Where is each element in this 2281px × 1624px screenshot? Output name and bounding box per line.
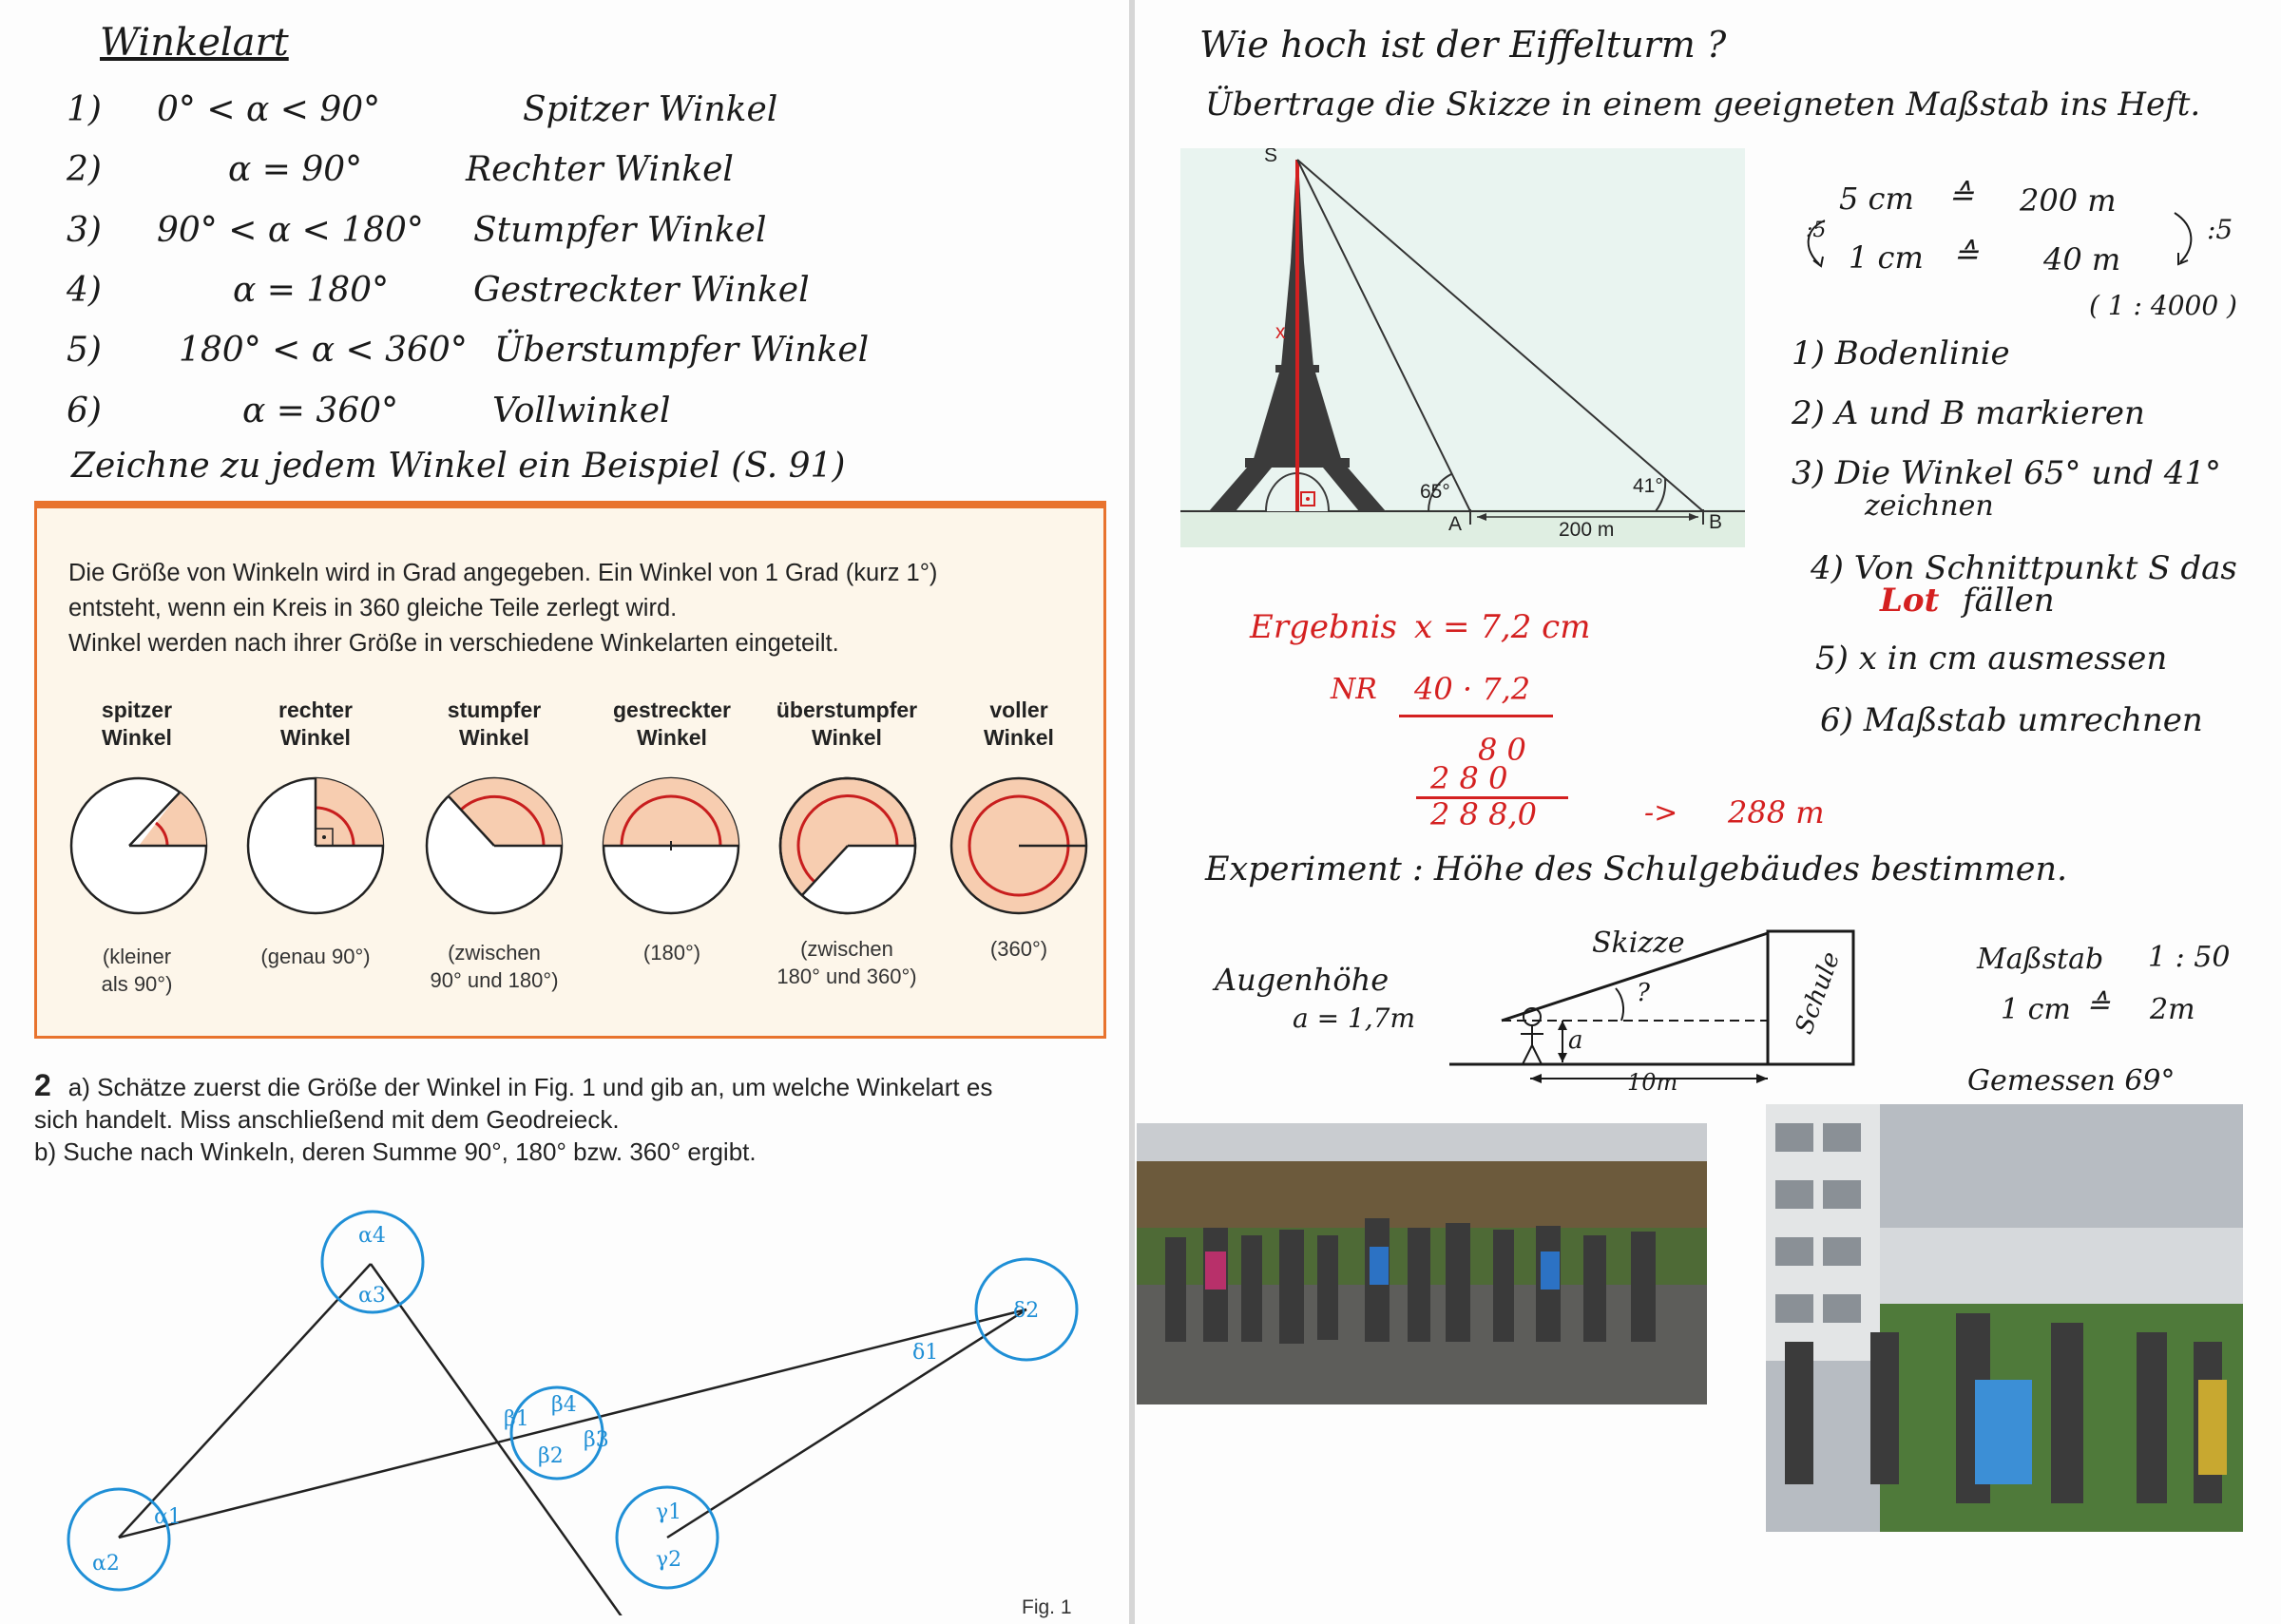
kind-label-line: gestreckter: [612, 697, 732, 722]
row-name: Stumpfer Winkel: [473, 211, 767, 250]
info-box-text: [68, 556, 1095, 661]
exercise-2: [34, 1069, 1127, 1168]
result-arrow: ->: [1644, 796, 1678, 830]
row-name: Rechter Winkel: [466, 150, 734, 189]
kind-label-full: [924, 697, 1114, 752]
photo-students-outdoor: [1137, 1123, 1707, 1404]
label-41: 41°: [1633, 475, 1663, 497]
step-4-cont: fällen: [1963, 582, 2055, 620]
eye-height-label: Augenhöhe: [1215, 962, 1390, 998]
label-65: 65°: [1420, 481, 1450, 503]
kind-desc-line: (kleiner: [102, 945, 172, 968]
scale2-r2: 2m: [2150, 993, 2195, 1026]
label-x: x: [1275, 321, 1286, 343]
kind-label-line: rechter: [278, 697, 353, 722]
photo-students-school-image: [1766, 1104, 2243, 1532]
step-3: 3) Die Winkel 65° und 41°: [1792, 454, 2221, 492]
angle-question: ?: [1637, 979, 1650, 1007]
step-4: 4) Von Schnittpunkt S das: [1811, 549, 2237, 587]
kind-desc-line: 180° und 360°): [776, 965, 917, 988]
angle-type-row: [67, 150, 827, 198]
row-name: Spitzer Winkel: [523, 90, 778, 129]
kind-desc-line: (180°): [642, 941, 701, 965]
scale2-r1: 1 cm: [2001, 993, 2071, 1026]
row-number: 6): [67, 392, 102, 430]
scale-left-div: :5: [1806, 219, 1827, 242]
row-name: Vollwinkel: [492, 392, 671, 430]
angle-type-row: [67, 392, 827, 439]
row-name: Überstumpfer Winkel: [494, 331, 870, 370]
scale2-label: Maßstab: [1977, 943, 2104, 976]
row-number: 1): [67, 90, 102, 129]
angle-type-row: [67, 211, 827, 258]
row-name: Gestreckter Winkel: [473, 271, 810, 310]
step-6: 6) Maßstab umrechnen: [1820, 701, 2203, 739]
scale2-value: 1 : 50: [2148, 941, 2231, 974]
row-number: 4): [67, 271, 102, 310]
label-B: B: [1709, 511, 1723, 533]
step-3-cont: zeichnen: [1865, 489, 1994, 523]
label-alpha2: α2: [92, 1552, 120, 1576]
distance-10m: 10m: [1627, 1069, 1678, 1096]
kind-desc-line: 90° und 180°): [430, 968, 559, 992]
row-number: 3): [67, 211, 102, 250]
label-a: a: [1568, 1026, 1583, 1055]
calc-line: 40 · 7,2: [1414, 671, 1531, 707]
scale-r1c: 200 m: [2020, 182, 2117, 219]
kind-desc-line: (zwischen: [800, 937, 893, 961]
scale-brackets: [1796, 209, 2233, 285]
heading-winkelart: Winkelart: [100, 21, 289, 65]
calc-partial-1: 8 0: [1478, 732, 1526, 768]
kind-desc-line: als 90°): [101, 972, 173, 996]
label-alpha1: α1: [154, 1505, 182, 1529]
kind-desc-acute: [32, 943, 241, 998]
label-delta2: δ2: [1013, 1299, 1040, 1323]
exercise-part-b: b) Suche nach Winkeln, deren Summe 90°, 180° bzw. 360° ergibt.: [34, 1137, 757, 1166]
label-delta1: δ1: [912, 1341, 939, 1365]
photo-students-outdoor-image: [1137, 1123, 1707, 1404]
info-line: entsteht, wenn ein Kreis in 360 gleiche Teile zerlegt wird.: [68, 595, 678, 621]
experiment-title: Experiment : Höhe des Schulgebäudes bestimmen.: [1205, 850, 2068, 888]
calc-sum: 2 8 8,0: [1430, 796, 1537, 832]
label-alpha4: α4: [358, 1224, 386, 1248]
photo-students-school: [1766, 1104, 2243, 1532]
acute-angle-figure: [71, 778, 206, 913]
kind-label-line: Winkel: [984, 725, 1054, 750]
scale-r1a: 5 cm: [1839, 181, 1914, 217]
label-beta2: β2: [538, 1444, 564, 1468]
right-angle-figure: [248, 778, 383, 913]
page-divider: [1129, 0, 1135, 1624]
label-200m: 200 m: [1559, 519, 1615, 541]
row-condition: 90° < α < 180°: [157, 211, 424, 250]
step-1: 1) Bodenlinie: [1792, 334, 2010, 373]
row-condition: α = 180°: [233, 271, 390, 310]
scale-ratio: ( 1 : 4000 ): [2089, 290, 2237, 321]
label-beta3: β3: [584, 1428, 609, 1452]
scale-right-div: :5: [2207, 214, 2233, 245]
figure-1-label: Fig. 1: [1022, 1596, 1072, 1618]
kind-desc-full: [914, 935, 1123, 963]
eiffel-sketch-svg: [1180, 148, 1745, 547]
kind-label-line: stumpfer: [447, 697, 542, 722]
kind-desc-line: (genau 90°): [260, 945, 371, 968]
calc-underline: [1399, 715, 1553, 717]
row-number: 2): [67, 150, 102, 189]
kind-label-line: Winkel: [102, 725, 172, 750]
kind-label-reflex: [752, 697, 942, 752]
kind-label-acute: [42, 697, 232, 752]
label-beta1: β1: [504, 1407, 529, 1431]
school-label: Schule: [1790, 947, 1847, 1039]
experiment-skizze: Skizze: [1592, 927, 1685, 960]
angle-kinds-diagram: [38, 760, 1102, 950]
calc-partial-2: 2 8 0: [1430, 760, 1508, 796]
info-line: Die Größe von Winkeln wird in Grad angegeben. Ein Winkel von 1 Grad (kurz 1°): [68, 560, 938, 586]
figure-1-diagram: [0, 1197, 1121, 1615]
scale-r1b: ≙: [1948, 177, 1974, 213]
row-number: 5): [67, 331, 102, 370]
kind-desc-line: (360°): [989, 937, 1048, 961]
scale-r2c: 40 m: [2043, 241, 2121, 277]
exercise-number: 2: [34, 1068, 51, 1102]
kind-label-right: [220, 697, 411, 752]
kind-label-line: spitzer: [101, 697, 173, 722]
info-line: Winkel werden nach ihrer Größe in verschiedene Winkelarten eingeteilt.: [68, 630, 839, 657]
label-s: S: [1264, 148, 1278, 166]
label-gamma1: γ1: [656, 1500, 682, 1524]
instruction: Übertrage die Skizze in einem geeigneten Maßstab ins Heft.: [1205, 86, 2201, 124]
kind-label-line: Winkel: [637, 725, 707, 750]
measured-angle: Gemessen 69°: [1967, 1064, 2176, 1098]
title-eiffel: Wie hoch ist der Eiffelturm ?: [1199, 24, 1727, 66]
angle-type-row: [67, 271, 827, 318]
exercise-part-a: a) Schätze zuerst die Größe der Winkel in Fig. 1 und gib an, um welche Winkelart es: [67, 1073, 993, 1101]
label-beta4: β4: [551, 1393, 577, 1417]
row-condition: α = 90°: [228, 150, 363, 189]
step-5: 5) x in cm ausmessen: [1815, 640, 2168, 678]
scale-r2a: 1 cm: [1849, 239, 1924, 276]
result-label: Ergebnis: [1250, 608, 1397, 646]
result-final: 288 m: [1728, 794, 1825, 831]
straight-angle-figure: [604, 778, 738, 913]
kind-label-line: überstumpfer: [776, 697, 918, 722]
nr-label: NR: [1331, 673, 1377, 706]
task-draw-examples: Zeichne zu jedem Winkel ein Beispiel (S. 91): [71, 447, 846, 486]
kind-label-line: Winkel: [280, 725, 351, 750]
kind-label-obtuse: [399, 697, 589, 752]
obtuse-angle-figure: [427, 778, 562, 913]
scale2-eq: ≙: [2086, 988, 2111, 1022]
eye-height-value: a = 1,7m: [1293, 1003, 1416, 1034]
row-condition: 180° < α < 360°: [179, 331, 468, 370]
row-condition: 0° < α < 90°: [157, 90, 381, 129]
kind-label-line: Winkel: [459, 725, 529, 750]
reflex-angle-figure: [780, 778, 915, 913]
exercise-part-a-cont: sich handelt. Miss anschließend mit dem Geodreieck.: [34, 1105, 620, 1134]
result-equation: x = 7,2 cm: [1414, 608, 1591, 646]
full-angle-figure: [951, 778, 1086, 913]
kind-desc-line: (zwischen: [448, 941, 541, 965]
angle-type-row: [67, 90, 827, 138]
label-gamma2: γ2: [656, 1548, 682, 1572]
label-alpha3: α3: [358, 1284, 386, 1308]
step-2: 2) A und B markieren: [1792, 394, 2145, 432]
row-condition: α = 360°: [242, 392, 399, 430]
kind-desc-right: [211, 943, 420, 970]
label-A: A: [1448, 513, 1463, 535]
kind-label-line: Winkel: [812, 725, 882, 750]
angle-type-row: [67, 331, 870, 378]
step-4-lot: Lot: [1880, 582, 1940, 620]
scale-r2b: ≙: [1953, 236, 1979, 272]
kind-label-straight: [577, 697, 767, 752]
kind-label-line: voller: [989, 697, 1048, 722]
